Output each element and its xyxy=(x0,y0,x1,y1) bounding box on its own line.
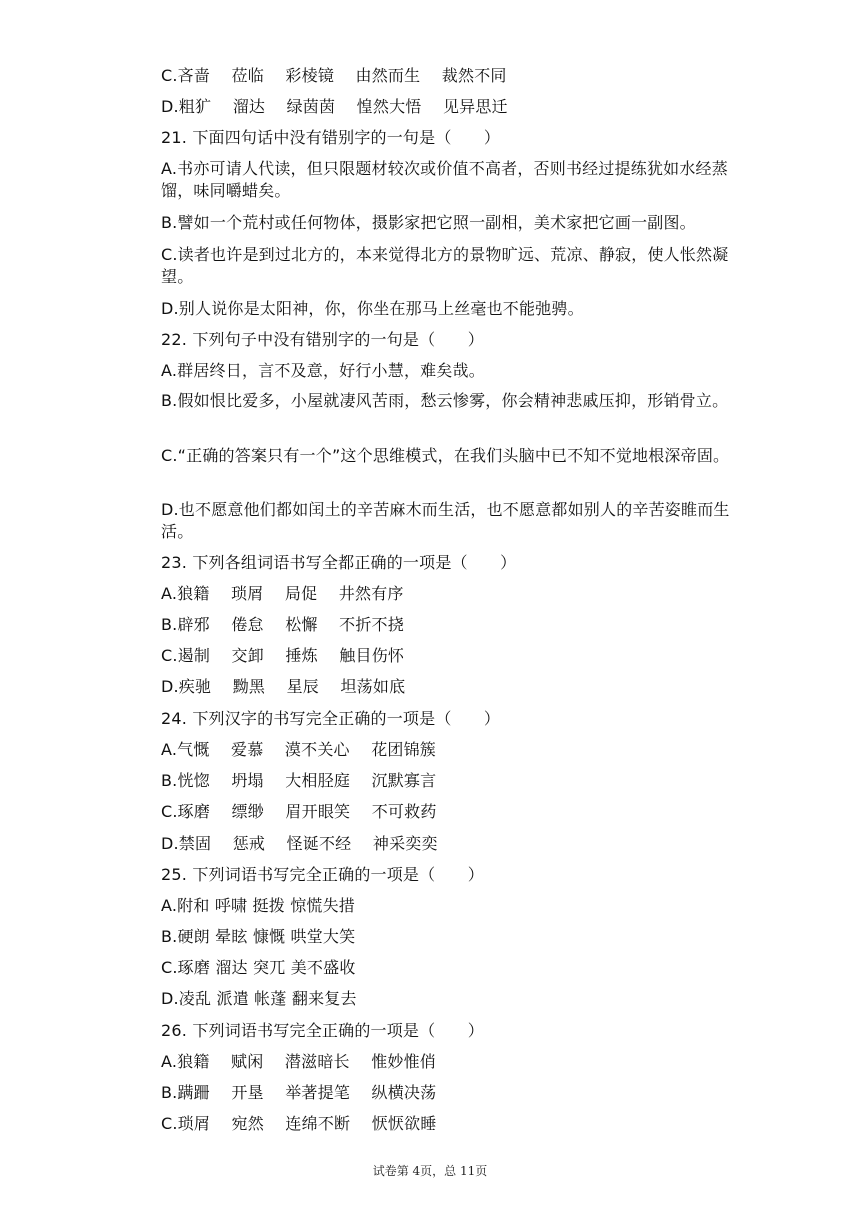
option-line: D.疾驰 黝黑 星辰 坦荡如底 xyxy=(161,677,406,696)
option-line: B.譬如一个荒村或任何物体，摄影家把它照一副相，美术家把它画一副图。 xyxy=(161,213,696,232)
option-line: C.读者也许是到过北方的，本来觉得北方的景物旷远、荒凉、静寂，使人怅然凝望。 xyxy=(161,245,729,286)
option-line: C.琢磨 缥缈 眉开眼笑 不可救药 xyxy=(161,802,437,821)
question-stem: 21. 下面四句话中没有错别字的一句是（ ） xyxy=(161,128,501,147)
question-stem: 25. 下列词语书写完全正确的一项是（ ） xyxy=(161,865,484,884)
option-line: D.凌乱 派遣 帐蓬 翻来复去 xyxy=(161,989,357,1008)
option-line: C.琢磨 溜达 突兀 美不盛收 xyxy=(161,958,356,977)
page-footer: 试卷第 4页，总 11页 xyxy=(372,1164,488,1178)
option-line: C.吝啬 莅临 彩棱镜 由然而生 裁然不同 xyxy=(161,66,507,85)
option-line: B.硬朗 晕眩 慷慨 哄堂大笑 xyxy=(161,927,356,946)
option-line: A.狼籍 琐屑 局促 井然有序 xyxy=(161,584,404,603)
option-line: D.禁固 惩戒 怪诞不经 神采奕奕 xyxy=(161,834,438,853)
question-stem: 26. 下列词语书写完全正确的一项是（ ） xyxy=(161,1021,484,1040)
option-line: B.蹒跚 开垦 举著提笔 纵横决荡 xyxy=(161,1083,437,1102)
option-line: B.假如恨比爱多，小屋就凄风苦雨，愁云惨雾，你会精神悲戚压抑，形销骨立。 xyxy=(161,391,729,410)
option-line: B.恍惚 坍塌 大相胫庭 沉默寡言 xyxy=(161,771,437,790)
question-stem: 22. 下列句子中没有错别字的一句是（ ） xyxy=(161,330,484,349)
option-line: A.书亦可请人代读，但只限题材较次或价值不高者，否则书经过提练犹如水经蒸馏，味同嚼蜡矣。 xyxy=(161,159,728,200)
option-line: C.琐屑 宛然 连绵不断 恹恹欲睡 xyxy=(161,1114,437,1133)
option-line: D.别人说你是太阳神，你，你坐在那马上丝毫也不能弛骋。 xyxy=(161,299,584,318)
option-line: C.遏制 交卸 捶炼 触目伤怀 xyxy=(161,646,405,665)
option-line: A.附和 呼啸 挺拨 惊慌失措 xyxy=(161,896,356,915)
option-line: B.辟邪 倦怠 松懈 不折不挠 xyxy=(161,615,404,634)
option-line: D.粗犷 溜达 绿茵茵 惶然大悟 见异思迁 xyxy=(161,97,508,116)
question-stem: 23. 下列各组词语书写全都正确的一项是（ ） xyxy=(161,553,517,572)
option-line: A.狼籍 赋闲 潜滋暗长 惟妙惟俏 xyxy=(161,1052,437,1071)
option-line: A.群居终日，言不及意，好行小慧，难矣哉。 xyxy=(161,361,485,380)
question-stem: 24. 下列汉字的书写完全正确的一项是（ ） xyxy=(161,709,501,728)
option-line: D.也不愿意他们都如闰土的辛苦麻木而生活，也不愿意都如别人的辛苦姿睢而生活。 xyxy=(161,500,730,541)
option-line: C.“正确的答案只有一个”这个思维模式，在我们头脑中已不知不觉地根深帝固。 xyxy=(161,446,730,465)
option-line: A.气慨 爱慕 漠不关心 花团锦簇 xyxy=(161,740,437,759)
